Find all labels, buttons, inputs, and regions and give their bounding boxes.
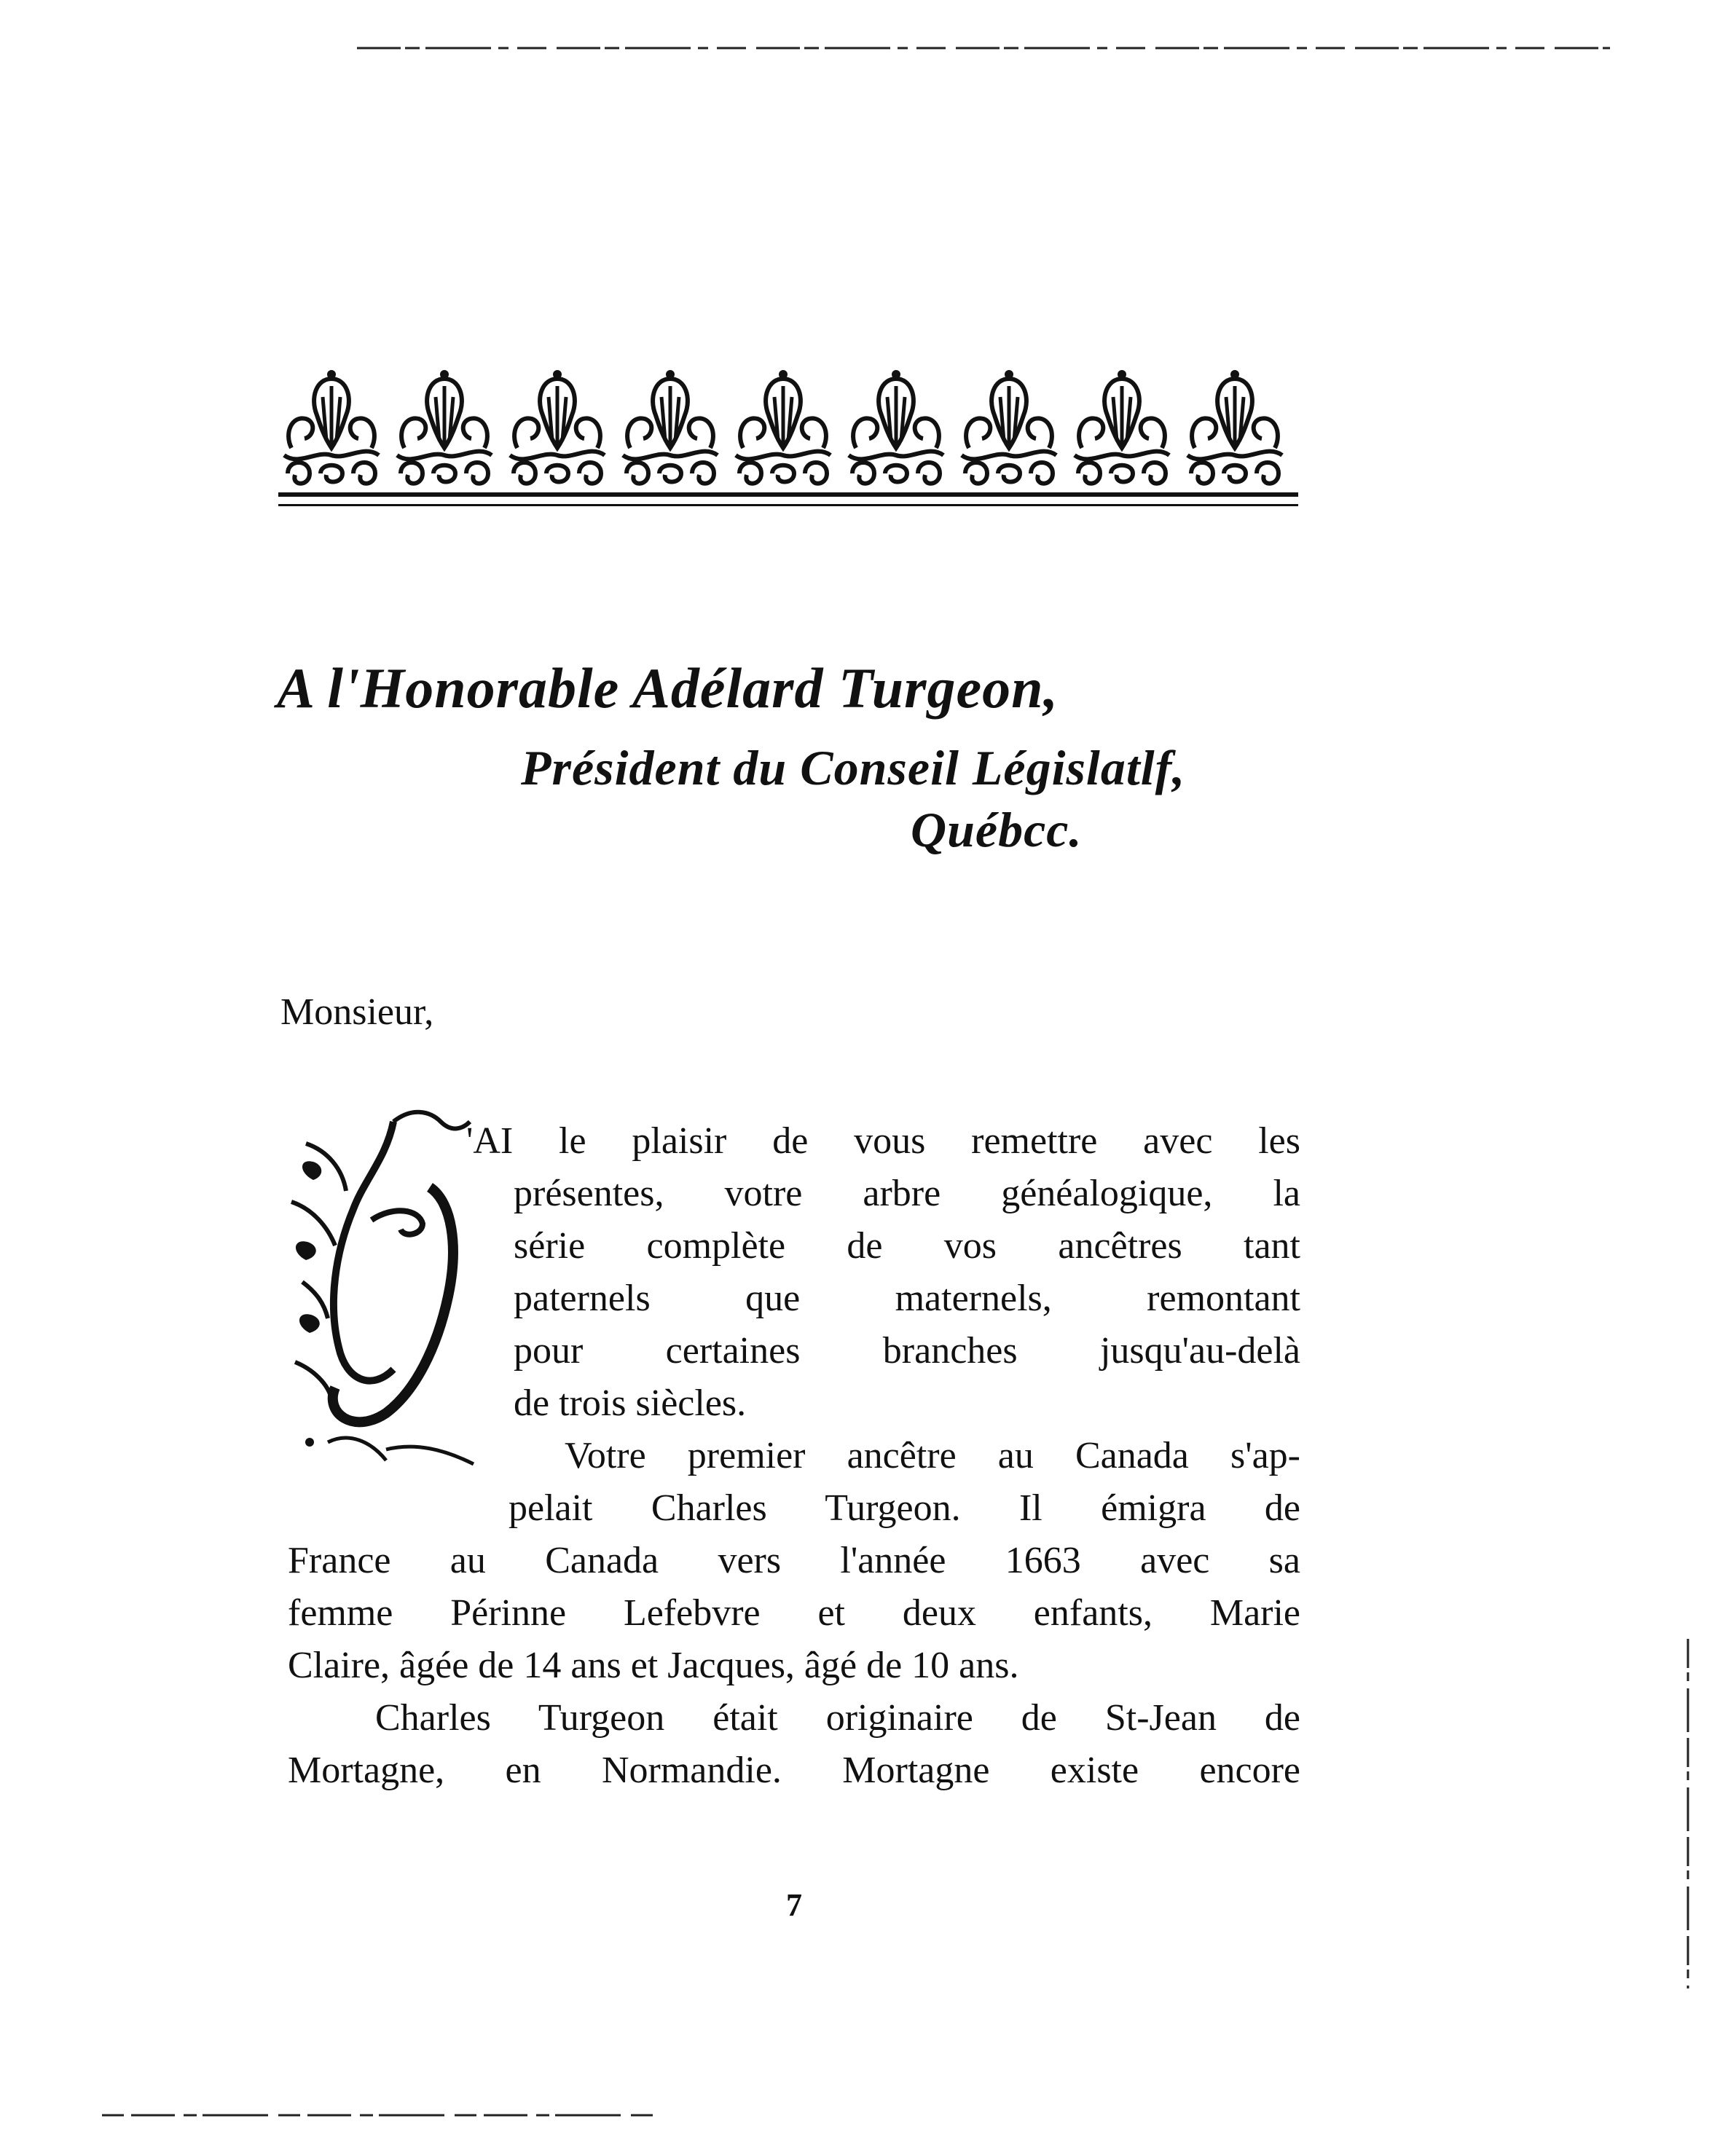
salutation: Monsieur, bbox=[280, 991, 434, 1033]
body-line: Mortagne, en Normandie. Mortagne existe encore bbox=[288, 1750, 1300, 1791]
ornament-rule bbox=[278, 492, 1298, 497]
scan-artifact-bottom bbox=[0, 2112, 1712, 2118]
floral-border-icon bbox=[277, 364, 1297, 503]
body-line: Claire, âgée de 14 ans et Jacques, âgé de 10 ans. bbox=[288, 1645, 1019, 1686]
body-line: Votre premier ancêtre au Canada s'ap- bbox=[565, 1435, 1300, 1476]
body-line: pelait Charles Turgeon. Il émigra de bbox=[509, 1487, 1300, 1529]
addressee-city: Québcc. bbox=[911, 802, 1083, 857]
body-line: présentes, votre arbre généalogique, la bbox=[514, 1173, 1300, 1214]
body-line: femme Périnne Lefebvre et deux enfants, Marie bbox=[288, 1592, 1300, 1634]
body-line: de trois siècles. bbox=[514, 1382, 747, 1424]
scan-artifact-top bbox=[0, 45, 1712, 51]
body-line: Charles Turgeon était originaire de St-Jean de bbox=[375, 1697, 1300, 1739]
scan-artifact-margin bbox=[1687, 1639, 1689, 1988]
body-line: paternels que maternels, remontant bbox=[514, 1278, 1300, 1319]
addressee-name: A l'Honorable Adélard Turgeon, bbox=[277, 656, 1059, 720]
addressee-title: Président du Conseil Législatlf, bbox=[521, 740, 1186, 795]
page-number: 7 bbox=[786, 1887, 802, 1923]
body-line: France au Canada vers l'année 1663 avec sa bbox=[288, 1540, 1300, 1581]
ornament-rule-thin bbox=[278, 504, 1298, 506]
floral-initial-j-icon bbox=[284, 1100, 488, 1471]
body-line: série complète de vos ancêtres tant bbox=[514, 1225, 1300, 1267]
body-line: 'AI le plaisir de vous remettre avec les bbox=[466, 1120, 1300, 1162]
body-line: pour certaines branches jusqu'au-delà bbox=[514, 1330, 1300, 1372]
